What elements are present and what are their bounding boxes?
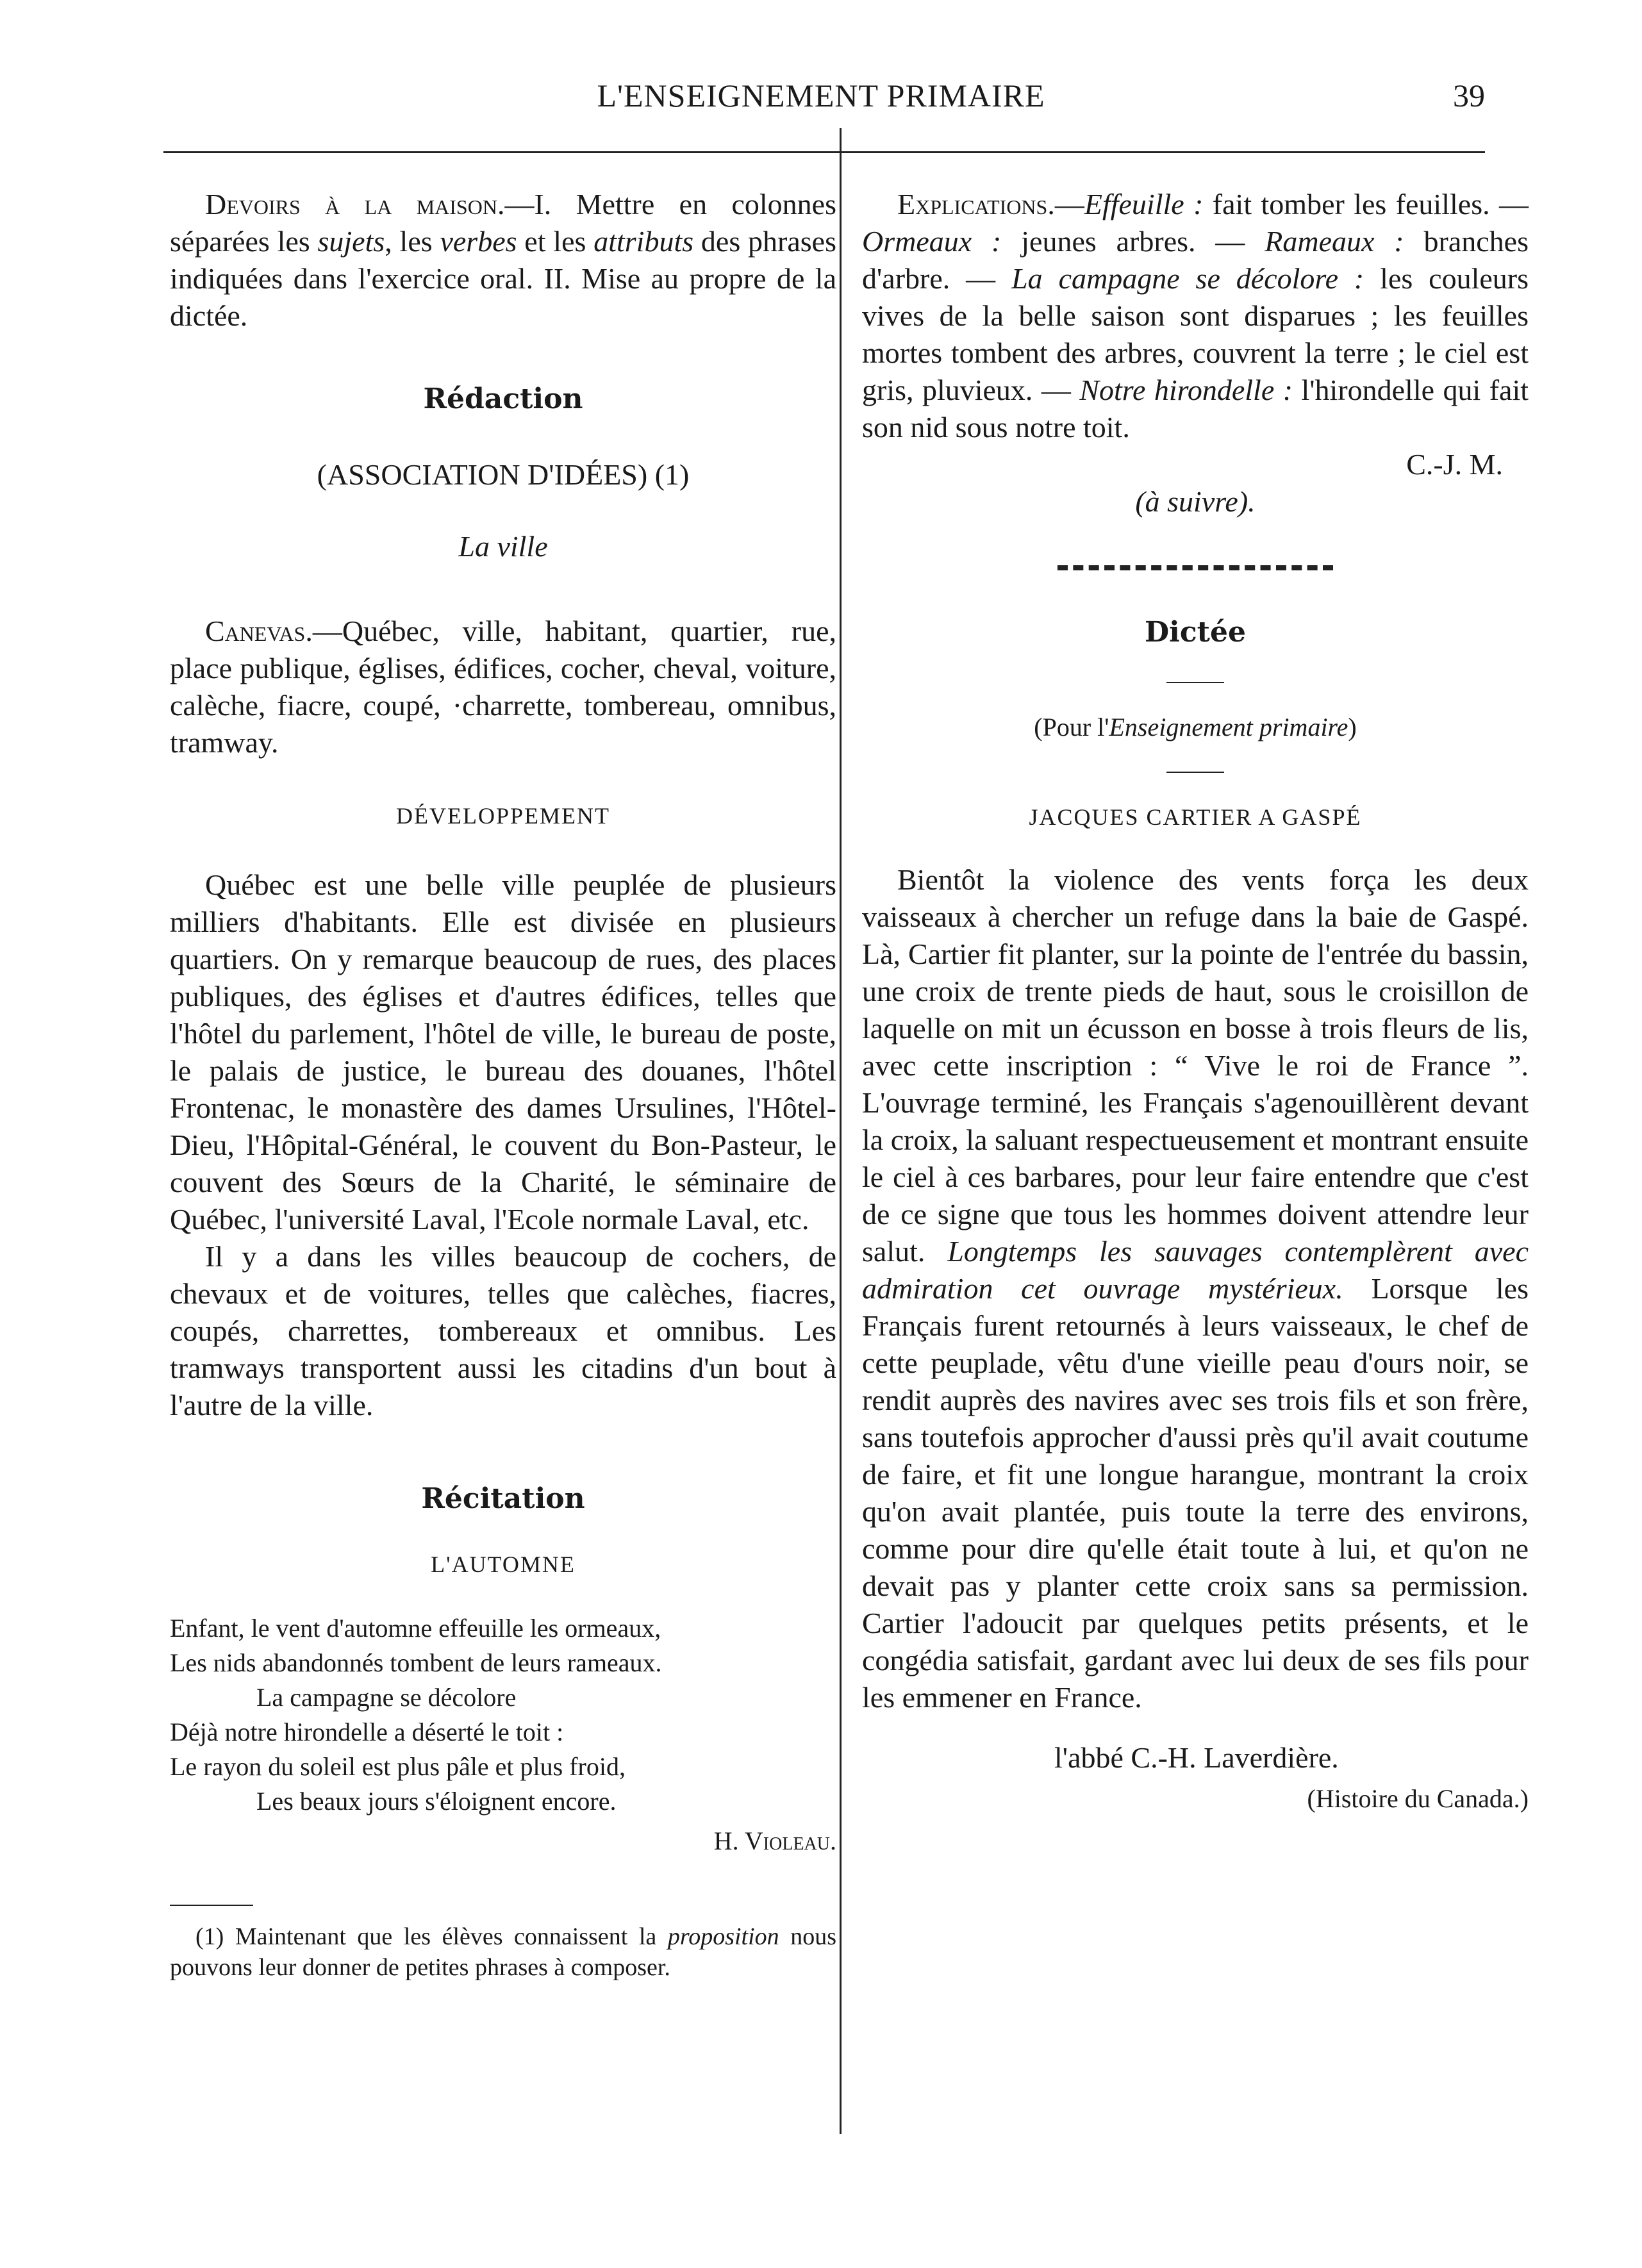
- explications-text: les couleurs vives de la belle saison sont disparues ; les feuilles mortes tombent des arbres, couvrent la terre ; le ciel est gris, pluvieux. —: [862, 262, 1529, 406]
- ornament-rule: [1057, 565, 1333, 575]
- dictee-author: [862, 1739, 1529, 1776]
- canevas-text: —Québec, ville, habitant, quartier, rue, place publique, églises, édifices, cocher, cheval, voiture, calèche, fiacre, coupé, ·charrette, tombereau, omnibus, tramway.: [170, 615, 836, 759]
- a-suivre: (à suivre).: [1135, 485, 1256, 518]
- dictee-paragraph: [862, 861, 1529, 1716]
- canevas-label: Canevas.: [205, 615, 313, 647]
- developpement-paragraph-2: Il y a dans les villes beaucoup de cochers, de chevaux et de voitures, telles que calèches, fiacres, coupés, charrettes, tombereaux et omnibus. Les tramways transportent aussi les citadins d'un bout à l'autre de la ville.: [170, 1240, 836, 1421]
- page-number: 39: [1453, 78, 1485, 113]
- recitation-heading: Récitation: [421, 1482, 585, 1515]
- la-ville-title: La ville: [458, 530, 548, 563]
- explications-label: Explications.: [897, 188, 1055, 220]
- devoirs-label: Devoirs à la maison.: [205, 188, 505, 220]
- poem-line: Enfant, le vent d'automne effeuille les ormeaux,: [170, 1614, 661, 1643]
- footnote-proposition: proposition: [667, 1923, 779, 1950]
- footnote: [170, 1921, 836, 1983]
- explications-text: —: [1054, 188, 1084, 220]
- pour-italic: Enseignement primaire: [1109, 713, 1348, 741]
- poem-line: Le rayon du soleil est plus pâle et plus froid,: [170, 1752, 626, 1781]
- poem: [170, 1611, 836, 1819]
- explications-term: Notre hirondelle :: [1079, 374, 1293, 406]
- explications-term: Rameaux :: [1265, 225, 1404, 258]
- explications-term: La campagne se décolore :: [1011, 262, 1364, 295]
- dictee-text: Bientôt la violence des vents força les deux vaisseaux à chercher un refuge dans la baie de Gaspé. Là, Cartier fit planter, sur la pointe de l'entrée du bassin, une croix de trente pieds de haut, sous le croisillon de laquelle on mit un écusson en bosse à trois fleurs de lis, avec cette inscription : “ Vive le roi de France ”. L'ouvrage terminé, les Français s'agenouillèrent devant la croix, la saluant respectueusement et montrant ensuite le ciel à ces barbares, pour leur faire entendre que c'est de ce signe que tous les hommes doivent attendre leur salut.: [862, 863, 1529, 1268]
- automne-title: L'AUTOMNE: [431, 1552, 576, 1577]
- explications-paragraph: [862, 186, 1529, 446]
- poem-line: Les nids abandonnés tombent de leurs rameaux.: [170, 1648, 662, 1677]
- dictee-italic: Longtemps les sauvages contemplèrent avec admiration cet ouvrage mystérieux.: [862, 1235, 1529, 1305]
- footnote-text: nous pouvons leur donner de petites phrases à composer.: [170, 1923, 836, 1981]
- column-divider: [840, 128, 842, 2134]
- canevas-paragraph: [170, 613, 836, 761]
- signature: C.-J. M.: [1406, 448, 1503, 481]
- devoirs-verbes: verbes: [440, 225, 517, 258]
- developpement-heading: DÉVELOPPEMENT: [396, 803, 610, 829]
- pour-suffix: ): [1348, 713, 1357, 741]
- left-column: [170, 179, 836, 1983]
- poem-line: Déjà notre hirondelle a déserté le toit :: [170, 1718, 564, 1746]
- devoirs-attributs: attributs: [593, 225, 694, 258]
- explications-text: branches d'arbre. —: [862, 225, 1529, 295]
- explications-text: l'hirondelle qui fait son nid sous notre toit.: [862, 374, 1529, 443]
- explications-term: Ormeaux :: [862, 225, 1002, 258]
- page-header: [0, 77, 1642, 135]
- footnote-text: (1) Maintenant que les élèves connaissent la: [195, 1923, 668, 1950]
- header-rule: [163, 151, 1485, 153]
- running-title: L'ENSEIGNEMENT PRIMAIRE: [597, 78, 1045, 113]
- developpement-paragraph-1: Québec est une belle ville peuplée de plusieurs milliers d'habitants. Elle est divisée en plusieurs quartiers. On y remarque beaucoup de rues, des places publiques, des églises et d'autres édifices, telles que l'hôtel du parlement, l'hôtel de ville, le bureau de poste, le palais de justice, le bureau des douanes, l'hôtel Frontenac, le monastère des dames Ursulines, l'Hôtel-Dieu, l'Hôpital-Général, le couvent du Bon-Pasteur, le couvent des Sœurs de la Charité, le séminaire de Québec, l'université Laval, l'Ecole normale Laval, etc.: [170, 868, 836, 1236]
- right-column: [862, 179, 1529, 1817]
- association-subtitle: (ASSOCIATION D'IDÉES) (1): [317, 458, 690, 491]
- dictee-heading: Dictée: [1145, 616, 1246, 649]
- dictee-source: (Histoire du Canada.): [1307, 1784, 1529, 1813]
- redaction-heading: Rédaction: [423, 383, 583, 415]
- devoirs-sujets: sujets: [317, 225, 385, 258]
- devoirs-text: —I. Mettre en colonnes séparées les: [170, 188, 836, 258]
- pour-prefix: (Pour l': [1034, 713, 1109, 741]
- pour-line: [862, 709, 1529, 746]
- poem-author: H. Violeau.: [713, 1826, 836, 1855]
- explications-term: Effeuille :: [1084, 188, 1204, 220]
- footnote-rule: [170, 1905, 253, 1906]
- devoirs-text: des phrases indiquées dans l'exercice oral. II. Mise au propre de la dictée.: [170, 225, 837, 332]
- dictee-rule: [1166, 682, 1224, 683]
- poem-line: Les beaux jours s'éloignent encore.: [256, 1787, 617, 1816]
- jacques-cartier-title: JACQUES CARTIER A GASPÉ: [1029, 804, 1362, 830]
- dictee-author-name: l'abbé C.-H. Laverdière.: [1054, 1741, 1339, 1774]
- devoirs-text: , les: [385, 225, 440, 258]
- devoirs-paragraph: [170, 186, 836, 335]
- explications-text: jeunes arbres. —: [1001, 225, 1265, 258]
- poem-line: La campagne se décolore: [256, 1683, 517, 1712]
- devoirs-text: et les: [517, 225, 594, 258]
- dictee-text: Lorsque les Français furent retournés à leurs vaisseaux, le chef de cette peuplade, vêtu d'une vieille peau d'ours noir, se rendit auprès des navires avec ses trois fils et son frère, sans toutefois approcher d'aussi près qu'il avait coutume de faire, et fit une longue harangue, montrant la croix qu'on avait plantée, puis toute la terre des environs, comme pour dire qu'elle était toute à lui, et qu'on ne devait pas y planter cette croix sans sa permission. Cartier l'adoucit par quelques petits présents, et le congédia satisfait, gardant avec lui deux de ses fils pour les emmener en France.: [862, 1272, 1529, 1714]
- explications-text: fait tomber les feuilles. —: [1203, 188, 1529, 220]
- pour-rule: [1166, 772, 1224, 773]
